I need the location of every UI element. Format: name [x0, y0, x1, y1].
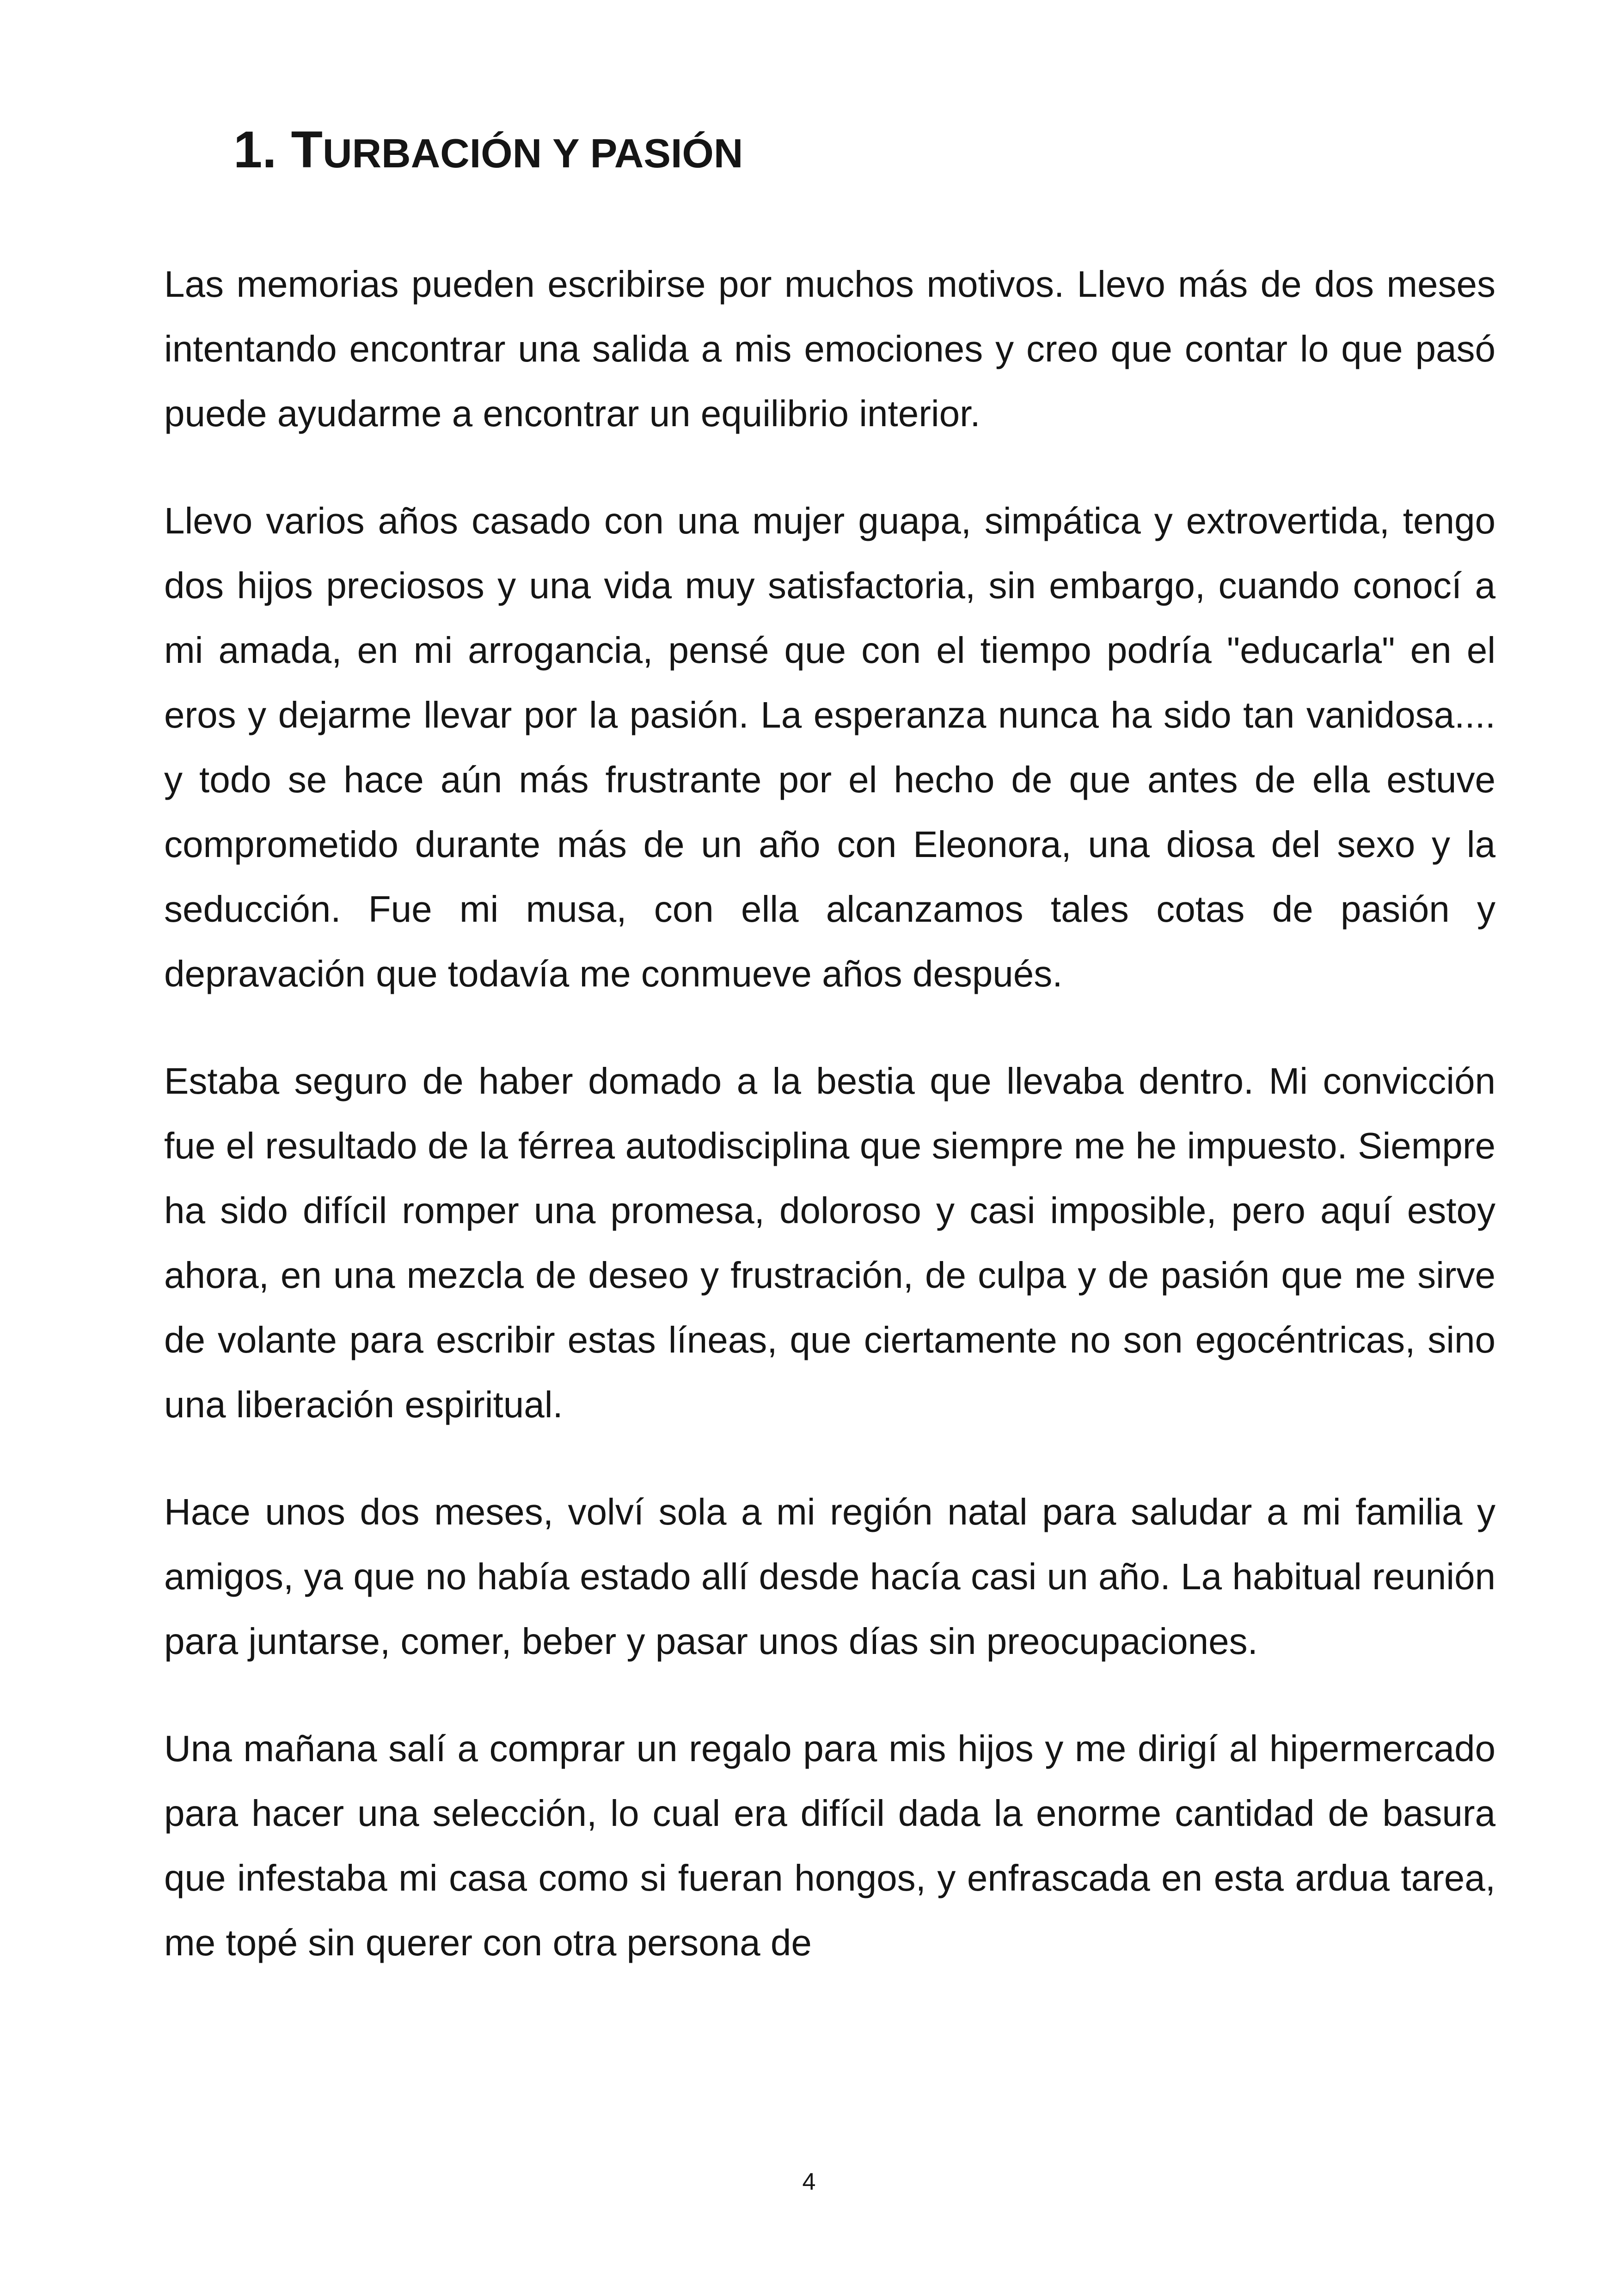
- paragraph-4: Hace unos dos meses, volví sola a mi región natal para saludar a mi familia y amigos, ya que no había estado allí desde hacía casi un año. La habitual reunión para juntarse, comer, beber y pasar unos días sin preocupaciones.: [164, 1491, 1495, 1662]
- paragraph-3: Estaba seguro de haber domado a la bestia que llevaba dentro. Mi convicción fue el resultado de la férrea autodisciplina que siempre me he impuesto. Siempre ha sido difícil romper una promesa, doloroso y casi imposible, pero aquí estoy ahora, en una mezcla de deseo y frustración, de culpa y de pasión que me sirve de volante para escribir estas líneas, que ciertamente no son egocéntricas, sino una liberación espiritual.: [164, 1060, 1495, 1425]
- chapter-number: 1.: [233, 121, 277, 178]
- chapter-title-rest: URBACIÓN Y PASIÓN: [322, 130, 743, 176]
- paragraph-2: Llevo varios años casado con una mujer guapa, simpática y extrovertida, tengo dos hijos preciosos y una vida muy satisfactoria, sin embargo, cuando conocí a mi amada, en mi arrogancia, pensé que con el tiempo podría "educarla" en el eros y dejarme llevar por la pasión. La esperanza nunca ha sido tan vanidosa.... y todo se hace aún más frustrante por el hecho de que antes de ella estuve comprometido durante más de un año con Eleonora, una diosa del sexo y la seducción. Fue mi musa, con ella alcanzamos tales cotas de pasión y depravación que todavía me conmueve años después.: [164, 500, 1495, 994]
- body-text: [164, 252, 1495, 2018]
- paragraph-5: Una mañana salí a comprar un regalo para mis hijos y me dirigí al hipermercado para hacer una selección, lo cual era difícil dada la enorme cantidad de basura que infestaba mi casa como si fueran hongos, y enfrascada en esta ardua tarea, me topé sin querer con otra persona de: [164, 1728, 1495, 1963]
- page-number: 4: [802, 2168, 816, 2195]
- chapter-title: [233, 121, 743, 178]
- chapter-title-initial: T: [291, 121, 323, 178]
- paragraph-1: Las memorias pueden escribirse por muchos motivos. Llevo más de dos meses intentando encontrar una salida a mis emociones y creo que contar lo que pasó puede ayudarme a encontrar un equilibrio interior.: [164, 263, 1495, 434]
